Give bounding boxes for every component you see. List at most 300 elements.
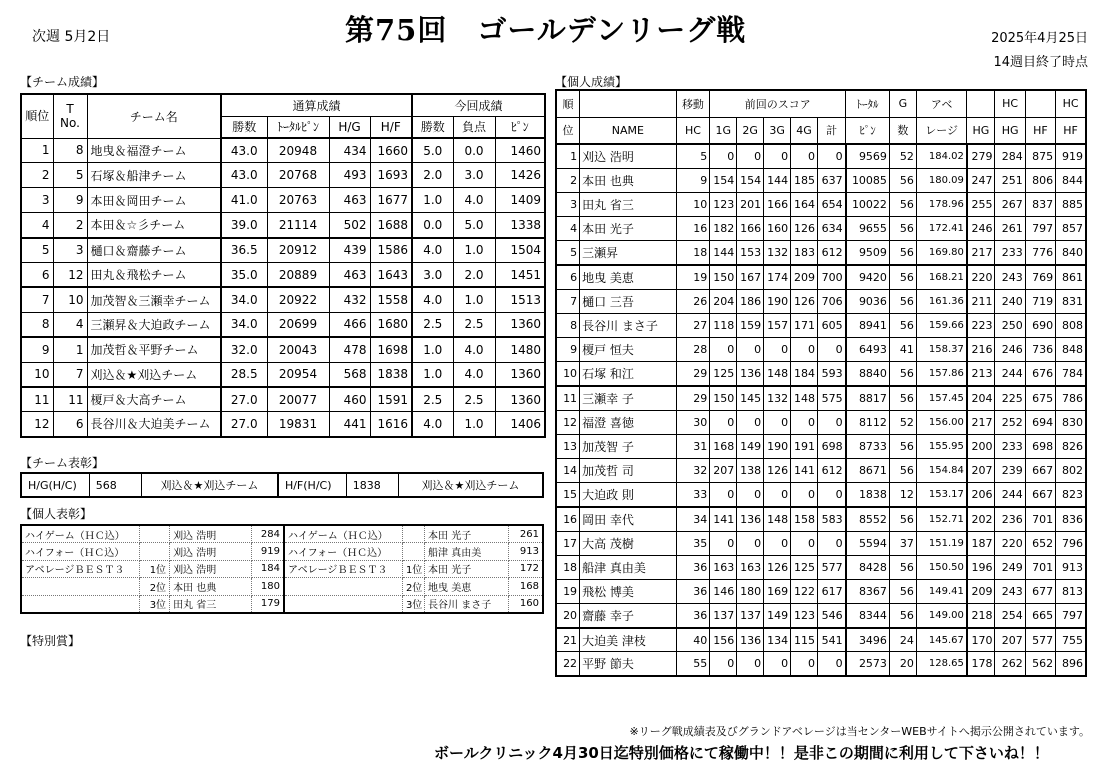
- team-header-wins-this-time: 勝数: [412, 116, 453, 138]
- team-header-wins: 勝数: [221, 116, 267, 138]
- player-total-pins: 8428: [846, 555, 890, 579]
- ind-header-g2: 2G: [737, 117, 764, 144]
- table-row: [556, 168, 1086, 192]
- award-value-men: 184: [252, 560, 284, 578]
- player-hc-hg: 244: [995, 483, 1025, 507]
- team-hg: 502: [329, 213, 370, 238]
- player-hc-hg: 250: [995, 313, 1025, 337]
- award-label-women: [284, 578, 402, 596]
- individual-results-heading: 【個人成績】: [555, 75, 628, 89]
- player-sum: 541: [818, 628, 846, 652]
- player-games: 56: [889, 217, 916, 241]
- player-hc-hg: 251: [995, 168, 1025, 192]
- team-wins-this-time: 2.5: [412, 387, 453, 412]
- award-row: [21, 543, 543, 561]
- team-wins-this-time: 1.0: [412, 362, 453, 387]
- player-game-3: 132: [764, 241, 791, 265]
- team-pins: 1426: [495, 163, 545, 188]
- player-hc-hg: 267: [995, 192, 1025, 216]
- player-game-3: 149: [764, 604, 791, 628]
- team-hg: 466: [329, 312, 370, 337]
- player-name: 石塚 和江: [580, 362, 677, 386]
- table-row: [556, 338, 1086, 362]
- player-sum: 617: [818, 579, 846, 603]
- team-rank: 7: [21, 287, 53, 312]
- team-wins: 39.0: [221, 213, 267, 238]
- ind-header-avg-bottom: レージ: [916, 117, 967, 144]
- team-hg: 441: [329, 412, 370, 437]
- player-name: 樋口 三吾: [580, 289, 677, 313]
- award-label-women: [284, 595, 402, 613]
- ind-header-hg: HG: [967, 117, 995, 144]
- team-wins-this-time: 1.0: [412, 188, 453, 213]
- team-hf: 1698: [370, 337, 412, 362]
- player-game-1: 0: [710, 483, 737, 507]
- player-total-pins: 5594: [846, 531, 890, 555]
- team-total-pins: 20889: [267, 262, 329, 287]
- player-game-2: 136: [737, 628, 764, 652]
- table-row: [556, 265, 1086, 289]
- player-total-pins: 9569: [846, 144, 890, 168]
- team-total-pins: 20922: [267, 287, 329, 312]
- team-hf: 1558: [370, 287, 412, 312]
- team-wins: 35.0: [221, 262, 267, 287]
- player-name: 本田 光子: [580, 217, 677, 241]
- table-row: [556, 144, 1086, 168]
- team-hf: 1680: [370, 312, 412, 337]
- player-name: 加茂智 子: [580, 434, 677, 458]
- team-pins: 1406: [495, 412, 545, 437]
- player-hc: 40: [676, 628, 710, 652]
- player-average: 169.80: [916, 241, 967, 265]
- team-rank: 1: [21, 138, 53, 163]
- team-results-heading: 【チーム成績】: [20, 75, 105, 89]
- team-wins: 28.5: [221, 362, 267, 387]
- player-hf: 677: [1025, 579, 1055, 603]
- award-name-women: 長谷川 まさ子: [425, 595, 509, 613]
- table-row: [556, 579, 1086, 603]
- player-rank: 11: [556, 386, 580, 410]
- ind-header-sum: 計: [818, 117, 846, 144]
- player-games: 56: [889, 289, 916, 313]
- award-label-men: ハイフォー（ＨＣ込）: [21, 543, 139, 561]
- player-game-3: 126: [764, 555, 791, 579]
- player-game-4: 0: [791, 483, 818, 507]
- player-total-pins: 8552: [846, 507, 890, 531]
- player-hg: 211: [967, 289, 995, 313]
- award-position-men: 2位: [139, 578, 169, 596]
- player-sum: 654: [818, 192, 846, 216]
- team-header-this-time: 今回成績: [412, 94, 545, 116]
- table-row: [21, 163, 545, 188]
- player-hf: 701: [1025, 507, 1055, 531]
- team-pins: 1513: [495, 287, 545, 312]
- player-game-3: 166: [764, 192, 791, 216]
- team-losses: 5.0: [453, 213, 495, 238]
- table-row: [556, 217, 1086, 241]
- award-position-men: 3位: [139, 595, 169, 613]
- ind-header-hchf-top: HC: [1056, 90, 1086, 117]
- player-game-2: 154: [737, 168, 764, 192]
- player-hf: 667: [1025, 483, 1055, 507]
- award-position-women: 1位: [402, 560, 424, 578]
- team-total-pins: 20954: [267, 362, 329, 387]
- player-hc-hg: 254: [995, 604, 1025, 628]
- player-hc-hf: 919: [1056, 144, 1086, 168]
- player-hc-hf: 844: [1056, 168, 1086, 192]
- team-losses: 0.0: [453, 138, 495, 163]
- player-game-4: 125: [791, 555, 818, 579]
- player-name: 本田 也典: [580, 168, 677, 192]
- table-row: [21, 362, 545, 387]
- player-total-pins: 8367: [846, 579, 890, 603]
- player-games: 56: [889, 265, 916, 289]
- team-name: 加茂哲＆平野チーム: [87, 337, 221, 362]
- player-hg: 217: [967, 241, 995, 265]
- player-hg: 255: [967, 192, 995, 216]
- player-game-2: 159: [737, 313, 764, 337]
- team-hg: 478: [329, 337, 370, 362]
- player-total-pins: 8112: [846, 410, 890, 434]
- player-total-pins: 2573: [846, 652, 890, 676]
- player-hf: 837: [1025, 192, 1055, 216]
- player-name: 榎戸 恒夫: [580, 338, 677, 362]
- team-number: 11: [53, 387, 87, 412]
- award-label-women: アベレージＢＥＳＴ３: [284, 560, 402, 578]
- player-rank: 15: [556, 483, 580, 507]
- team-wins-this-time: 3.0: [412, 262, 453, 287]
- player-sum: 634: [818, 217, 846, 241]
- team-losses: 1.0: [453, 412, 495, 437]
- team-number: 9: [53, 188, 87, 213]
- player-game-3: 132: [764, 386, 791, 410]
- team-pins: 1451: [495, 262, 545, 287]
- player-rank: 3: [556, 192, 580, 216]
- player-hf: 665: [1025, 604, 1055, 628]
- player-hc: 18: [676, 241, 710, 265]
- player-average: 172.41: [916, 217, 967, 241]
- award-name-men: 刈込 浩明: [170, 560, 252, 578]
- table-row: [21, 238, 545, 263]
- player-games: 56: [889, 458, 916, 482]
- player-game-4: 0: [791, 144, 818, 168]
- individual-awards-heading: 【個人表彰】: [20, 507, 93, 521]
- table-row: [556, 652, 1086, 676]
- player-hf: 675: [1025, 386, 1055, 410]
- page-title: 第75回 ゴールデンリーグ戦: [345, 13, 747, 47]
- player-game-2: 145: [737, 386, 764, 410]
- player-hc-hg: 233: [995, 434, 1025, 458]
- player-hg: 246: [967, 217, 995, 241]
- player-game-1: 156: [710, 628, 737, 652]
- player-hc-hf: 797: [1056, 604, 1086, 628]
- player-rank: 19: [556, 579, 580, 603]
- player-total-pins: 9420: [846, 265, 890, 289]
- award-name-women: 本田 光子: [425, 525, 509, 543]
- player-average: 152.71: [916, 507, 967, 531]
- player-game-4: 184: [791, 362, 818, 386]
- team-number: 8: [53, 138, 87, 163]
- player-average: 159.66: [916, 313, 967, 337]
- player-hg: 196: [967, 555, 995, 579]
- player-average: 150.50: [916, 555, 967, 579]
- player-games: 56: [889, 192, 916, 216]
- ind-header-avg-top: アベ: [916, 90, 967, 117]
- player-game-4: 0: [791, 652, 818, 676]
- team-standings-table: [20, 93, 546, 438]
- table-row: [556, 434, 1086, 458]
- player-game-2: 0: [737, 652, 764, 676]
- player-games: 56: [889, 555, 916, 579]
- team-header-total-pins: ﾄｰﾀﾙﾋﾟﾝ: [267, 116, 329, 138]
- ind-header-hchf-bottom: HF: [1056, 117, 1086, 144]
- player-name: 加茂哲 司: [580, 458, 677, 482]
- player-game-1: 204: [710, 289, 737, 313]
- player-game-2: 136: [737, 507, 764, 531]
- team-hf: 1586: [370, 238, 412, 263]
- ind-header-g1: 1G: [710, 117, 737, 144]
- player-average: 151.19: [916, 531, 967, 555]
- player-average: 158.37: [916, 338, 967, 362]
- player-name: 三瀬幸 子: [580, 386, 677, 410]
- table-row: [556, 604, 1086, 628]
- team-wins-this-time: 0.0: [412, 213, 453, 238]
- player-sum: 698: [818, 434, 846, 458]
- individual-awards-table: [20, 524, 544, 614]
- player-hc-hf: 808: [1056, 313, 1086, 337]
- team-number: 12: [53, 262, 87, 287]
- award-value-women: 160: [509, 595, 543, 613]
- player-game-1: 154: [710, 168, 737, 192]
- player-name: 岡田 幸代: [580, 507, 677, 531]
- player-games: 56: [889, 168, 916, 192]
- table-row: [556, 192, 1086, 216]
- player-hc-hg: 284: [995, 144, 1025, 168]
- award-label-women: ハイゲーム（ＨＣ込）: [284, 525, 402, 543]
- player-sum: 612: [818, 458, 846, 482]
- player-sum: 706: [818, 289, 846, 313]
- player-hc-hf: 861: [1056, 265, 1086, 289]
- player-name: 三瀬昇: [580, 241, 677, 265]
- player-total-pins: 8344: [846, 604, 890, 628]
- player-hc: 35: [676, 531, 710, 555]
- team-wins-this-time: 4.0: [412, 412, 453, 437]
- player-hg: 204: [967, 386, 995, 410]
- player-hf: 698: [1025, 434, 1055, 458]
- team-name: 刈込＆★刈込チーム: [87, 362, 221, 387]
- player-hc: 16: [676, 217, 710, 241]
- player-name: 長谷川 まさ子: [580, 313, 677, 337]
- player-hf: 736: [1025, 338, 1055, 362]
- player-game-2: 136: [737, 362, 764, 386]
- player-games: 56: [889, 362, 916, 386]
- player-game-3: 0: [764, 652, 791, 676]
- player-name: 刈込 浩明: [580, 144, 677, 168]
- player-game-3: 0: [764, 531, 791, 555]
- player-hc-hf: 836: [1056, 507, 1086, 531]
- team-name: 地曳＆福澄チーム: [87, 138, 221, 163]
- team-name: 三瀬昇＆大迫政チーム: [87, 312, 221, 337]
- player-game-4: 126: [791, 289, 818, 313]
- player-hc: 5: [676, 144, 710, 168]
- player-game-4: 164: [791, 192, 818, 216]
- award-position-women: 2位: [402, 578, 424, 596]
- player-game-1: 118: [710, 313, 737, 337]
- player-rank: 20: [556, 604, 580, 628]
- player-hf: 776: [1025, 241, 1055, 265]
- player-name: 田丸 省三: [580, 192, 677, 216]
- player-game-1: 163: [710, 555, 737, 579]
- player-game-3: 134: [764, 628, 791, 652]
- table-row: [21, 312, 545, 337]
- player-hg: 220: [967, 265, 995, 289]
- table-row: [21, 138, 545, 163]
- player-game-2: 0: [737, 483, 764, 507]
- table-row: [556, 362, 1086, 386]
- ind-header-games-top: G: [889, 90, 916, 117]
- team-rank: 10: [21, 362, 53, 387]
- award-name-men: 刈込 浩明: [170, 543, 252, 561]
- player-sum: 0: [818, 531, 846, 555]
- player-game-1: 0: [710, 531, 737, 555]
- team-name: 本田＆岡田チーム: [87, 188, 221, 213]
- team-number: 10: [53, 287, 87, 312]
- player-games: 56: [889, 386, 916, 410]
- player-name: 船津 真由美: [580, 555, 677, 579]
- player-hg: 216: [967, 338, 995, 362]
- team-name: 本田＆☆彡チーム: [87, 213, 221, 238]
- player-name: 大迫美 津枝: [580, 628, 677, 652]
- team-wins: 27.0: [221, 387, 267, 412]
- player-sum: 0: [818, 410, 846, 434]
- player-rank: 12: [556, 410, 580, 434]
- player-total-pins: 9655: [846, 217, 890, 241]
- player-hf: 562: [1025, 652, 1055, 676]
- award-name-men: 田丸 省三: [170, 595, 252, 613]
- player-hc: 32: [676, 458, 710, 482]
- player-hc: 26: [676, 289, 710, 313]
- player-game-1: 0: [710, 652, 737, 676]
- team-hg: 568: [329, 362, 370, 387]
- player-game-3: 169: [764, 579, 791, 603]
- player-hc-hg: 261: [995, 217, 1025, 241]
- table-row: [556, 289, 1086, 313]
- team-rank: 12: [21, 412, 53, 437]
- player-hc: 34: [676, 507, 710, 531]
- player-hc: 31: [676, 434, 710, 458]
- player-hc-hf: 885: [1056, 192, 1086, 216]
- player-sum: 0: [818, 144, 846, 168]
- award-value-men: 179: [252, 595, 284, 613]
- award-value-men: 919: [252, 543, 284, 561]
- team-pins: 1338: [495, 213, 545, 238]
- player-hc: 36: [676, 579, 710, 603]
- table-row: [21, 412, 545, 437]
- player-hc-hf: 840: [1056, 241, 1086, 265]
- player-average: 149.41: [916, 579, 967, 603]
- player-rank: 6: [556, 265, 580, 289]
- award-position-men: 1位: [139, 560, 169, 578]
- team-award-hg-label: H/G(H/C): [21, 473, 89, 497]
- award-row: [21, 595, 543, 613]
- player-hg: 206: [967, 483, 995, 507]
- table-row: [556, 555, 1086, 579]
- player-game-3: 144: [764, 168, 791, 192]
- player-name: 齋藤 幸子: [580, 604, 677, 628]
- award-row: [21, 578, 543, 596]
- player-game-4: 141: [791, 458, 818, 482]
- player-hc-hf: 857: [1056, 217, 1086, 241]
- player-total-pins: 9509: [846, 241, 890, 265]
- player-hf: 719: [1025, 289, 1055, 313]
- player-game-4: 171: [791, 313, 818, 337]
- player-total-pins: 3496: [846, 628, 890, 652]
- ind-header-total-bottom: ﾋﾟﾝ: [846, 117, 890, 144]
- team-total-pins: 20768: [267, 163, 329, 188]
- player-hc: 33: [676, 483, 710, 507]
- player-hc-hg: 243: [995, 579, 1025, 603]
- team-award-hg-value: 568: [89, 473, 141, 497]
- team-rank: 9: [21, 337, 53, 362]
- player-total-pins: 6493: [846, 338, 890, 362]
- player-rank: 17: [556, 531, 580, 555]
- player-hc-hf: 786: [1056, 386, 1086, 410]
- ind-header-games-bottom: 数: [889, 117, 916, 144]
- player-hf: 667: [1025, 458, 1055, 482]
- player-hc-hf: 830: [1056, 410, 1086, 434]
- player-rank: 22: [556, 652, 580, 676]
- player-hg: 279: [967, 144, 995, 168]
- player-hf: 694: [1025, 410, 1055, 434]
- player-game-4: 126: [791, 217, 818, 241]
- award-name-women: 地曳 美恵: [425, 578, 509, 596]
- player-hg: 170: [967, 628, 995, 652]
- team-hg: 460: [329, 387, 370, 412]
- team-losses: 2.0: [453, 262, 495, 287]
- team-pins: 1504: [495, 238, 545, 263]
- player-sum: 0: [818, 652, 846, 676]
- table-row: [556, 313, 1086, 337]
- player-hc: 10: [676, 192, 710, 216]
- player-sum: 605: [818, 313, 846, 337]
- award-value-women: 168: [509, 578, 543, 596]
- player-game-1: 0: [710, 338, 737, 362]
- player-game-1: 125: [710, 362, 737, 386]
- team-rank: 5: [21, 238, 53, 263]
- player-game-3: 160: [764, 217, 791, 241]
- team-pins: 1360: [495, 312, 545, 337]
- team-losses: 2.5: [453, 387, 495, 412]
- team-rank: 6: [21, 262, 53, 287]
- player-hc-hg: 207: [995, 628, 1025, 652]
- team-hf: 1643: [370, 262, 412, 287]
- team-wins: 36.5: [221, 238, 267, 263]
- team-hg: 432: [329, 287, 370, 312]
- player-game-4: 148: [791, 386, 818, 410]
- team-rank: 2: [21, 163, 53, 188]
- team-total-pins: 20077: [267, 387, 329, 412]
- ind-header-rank-bottom: 位: [556, 117, 580, 144]
- table-row: [21, 287, 545, 312]
- player-games: 56: [889, 313, 916, 337]
- player-average: 157.86: [916, 362, 967, 386]
- team-pins: 1480: [495, 337, 545, 362]
- team-losses: 2.5: [453, 312, 495, 337]
- ind-header-hchg-bottom: HG: [995, 117, 1025, 144]
- player-game-2: 0: [737, 144, 764, 168]
- player-game-1: 123: [710, 192, 737, 216]
- player-games: 56: [889, 604, 916, 628]
